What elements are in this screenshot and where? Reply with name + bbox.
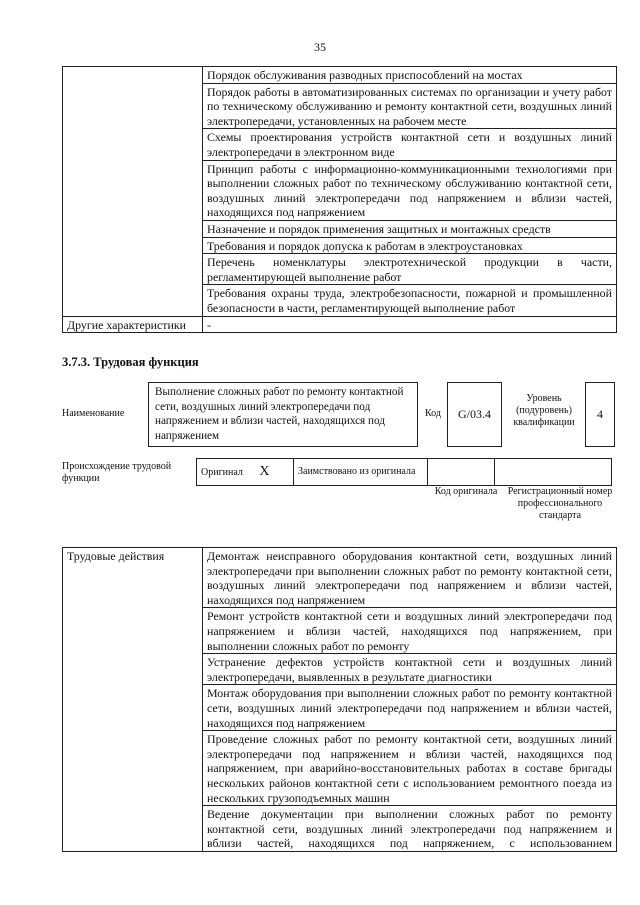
other-characteristics-value: - <box>203 316 617 333</box>
table-row <box>63 316 617 333</box>
labor-actions-table <box>62 547 617 852</box>
original-code-cell <box>428 459 495 486</box>
table-cell: Порядок обслуживания разводных приспособлений на мостах <box>203 67 617 84</box>
function-name-value: Выполнение сложных работ по ремонту контактной сети, воздушных линий электропередачи под напряжением и вблизи частей, находящихся под напряжением <box>148 382 418 447</box>
level-label: Уровень (подуровень) квалификации <box>513 393 575 428</box>
table-row <box>63 67 617 84</box>
table-cell: Ведение документации при выполнении сложных работ по ремонту контактной сети, воздушных линий электропередачи под напряжением и вблизи частей, находящихся под напряжением, с использованием <box>203 806 617 852</box>
original-label: Оригинал <box>201 466 243 478</box>
page-number: 35 <box>314 40 326 54</box>
table-row <box>197 459 612 486</box>
function-code-value: G/03.4 <box>447 382 502 447</box>
table-cell: Порядок работы в автоматизированных системах по организации и учету работ по техническому обслуживанию и ремонту контактной сети, воздушных линий электропередачи, установленных на рабочем месте <box>203 83 617 129</box>
other-characteristics-label: Другие характеристики <box>63 316 203 333</box>
code-original-caption: Код оригинала <box>434 486 498 497</box>
knowledge-table <box>62 66 617 333</box>
table-cell: Монтаж оборудования при выполнении сложных работ по ремонту контактной сети, воздушных линий электропередачи под напряжением и вблизи частей, находящихся под напряжением <box>203 685 617 731</box>
table-cell: Демонтаж неисправного оборудования контактной сети, воздушных линий электропередачи при выполнении сложных работ по ремонту контактной сети, воздушных линий электропередачи под напряжением и вблизи частей, находящихся под напряжением <box>203 548 617 608</box>
table-cell: Назначение и порядок применения защитных и монтажных средств <box>203 220 617 237</box>
origin-label: Происхождение трудовой функции <box>62 461 172 484</box>
table-cell: Проведение сложных работ по ремонту контактной сети, воздушных линий электропередачи под напряжением и вблизи частей, находящихся под напряжением, при аварийно-восстановительных работах в составе бригады нескольких районов контактной сети с использованием ремонтного поезда из нескольких грузоподъемных машин <box>203 731 617 806</box>
code-label: Код <box>425 408 441 419</box>
table-cell: Принцип работы с информационно-коммуникационными технологиями при выполнении сложных работ по техническому обслуживанию контактной сети, воздушных линий электропередачи под напряжением и вблизи частей, находящихся под напряжением <box>203 160 617 220</box>
registration-number-caption: Регистрационный номер профессионального стандарта <box>507 486 613 521</box>
original-mark: X <box>259 463 270 479</box>
section-title: 3.7.3. Трудовая функция <box>62 355 199 369</box>
table-cell: Устранение дефектов устройств контактной сети и воздушных линий электропередачи, выявленных в результате диагностики <box>203 654 617 685</box>
table-cell: Схемы проектирования устройств контактной сети и воздушных линий электропередачи в электронном виде <box>203 129 617 160</box>
name-label: Наименование <box>62 408 125 419</box>
borrowed-label: Заимствовано из оригинала <box>294 459 428 486</box>
origin-original-cell <box>197 459 294 486</box>
table-cell: Требования и порядок допуска к работам в электроустановках <box>203 237 617 254</box>
table-cell: Требования охраны труда, электробезопасности, пожарной и промышленной безопасности в части, регламентирующей выполнение работ <box>203 285 617 316</box>
level-value: 4 <box>585 382 615 447</box>
table-cell-empty <box>63 67 203 317</box>
table-row <box>63 548 617 608</box>
registration-number-cell <box>495 459 612 486</box>
origin-table <box>196 458 612 486</box>
table-cell: Перечень номенклатуры электротехнической продукции в части, регламентирующей выполнение работ <box>203 254 617 285</box>
labor-actions-label: Трудовые действия <box>63 548 203 852</box>
table-cell: Ремонт устройств контактной сети и воздушных линий электропередачи под напряжением и вблизи частей, находящихся под напряжением, при выполнении сложных работ по ремонту <box>203 608 617 654</box>
